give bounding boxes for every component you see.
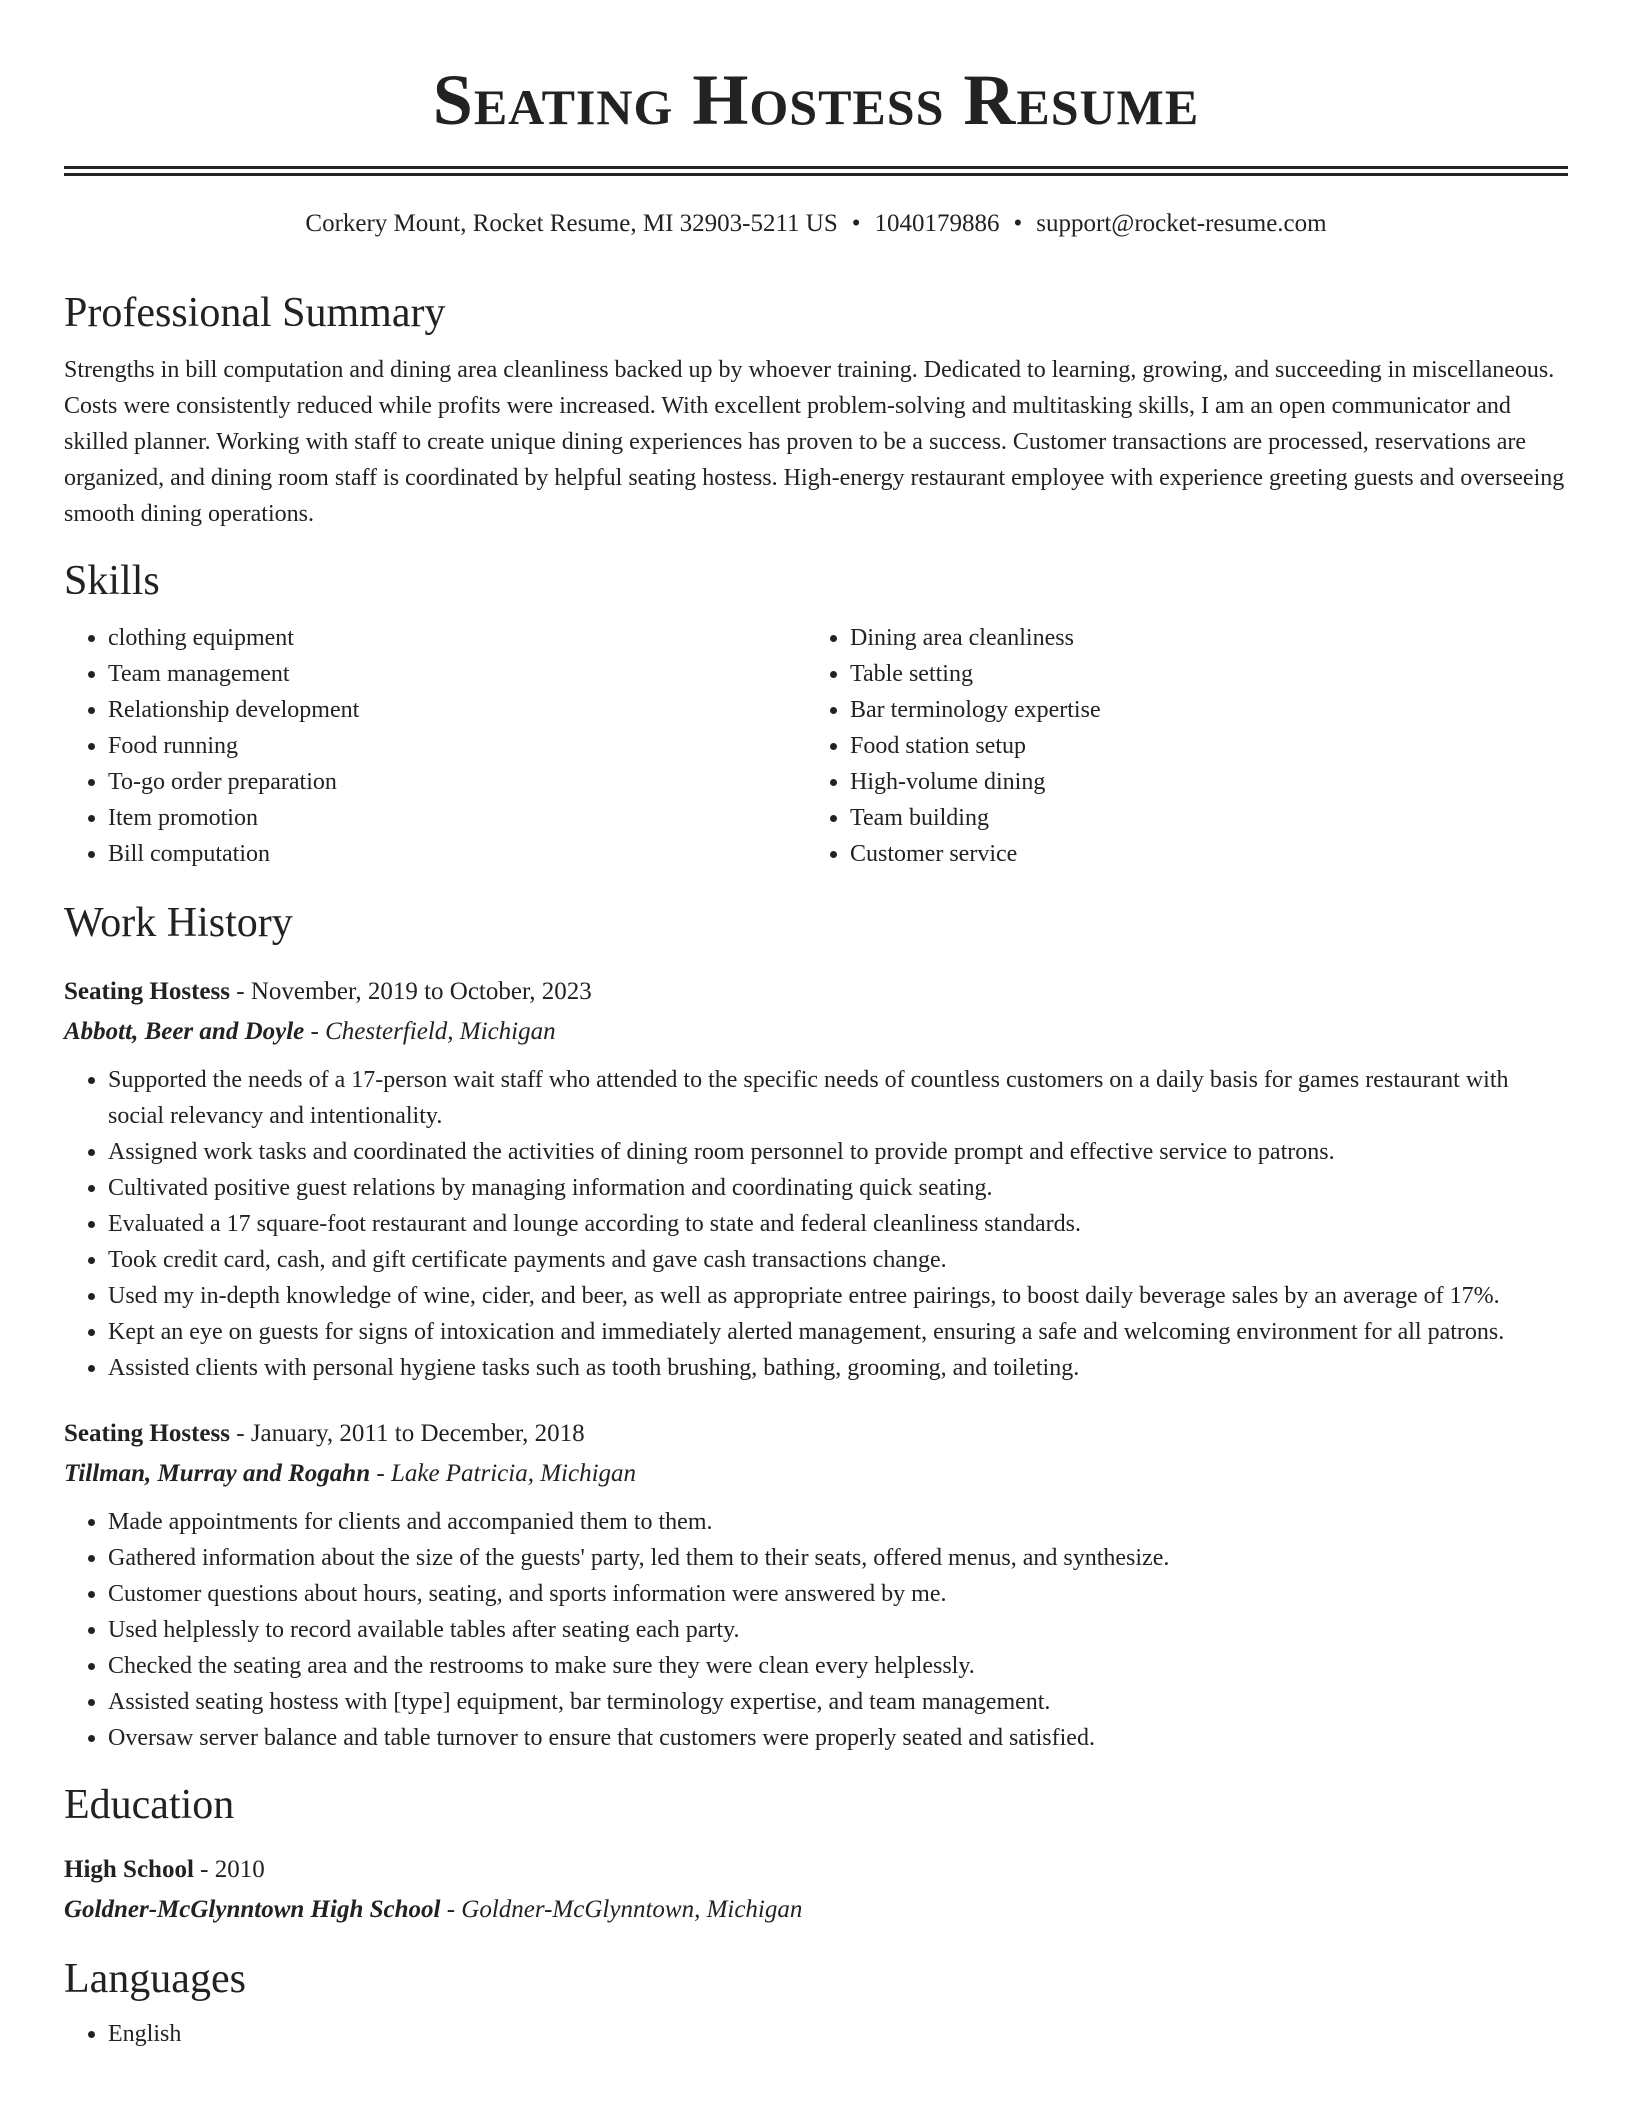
title-divider	[64, 166, 1568, 176]
education-heading: Education	[64, 1782, 235, 1828]
job-bullet: • Made appointments for clients and accompanied them to them.	[108, 1504, 1568, 1540]
contact-phone: 1040179886	[874, 210, 1000, 237]
dash-separator: -	[193, 1856, 215, 1883]
job-bullet: • Assigned work tasks and coordinated the activities of dining room personnel to provide prompt and effective service to patrons.	[108, 1134, 1568, 1170]
skill-item: • Table setting	[850, 656, 1548, 692]
education-location: Goldner-McGlynntown, Michigan	[461, 1896, 803, 1923]
skills-right-column	[806, 620, 1548, 872]
job-title: Seating Hostess	[64, 1420, 230, 1447]
dash-separator: -	[370, 1460, 391, 1487]
job-entry	[64, 972, 1568, 1386]
skill-item: • Team management	[108, 656, 806, 692]
job-dates: November, 2019 to October, 2023	[250, 978, 592, 1005]
education-year: 2010	[214, 1856, 265, 1883]
job-bullet: • Customer questions about hours, seating, and sports information were answered by me.	[108, 1576, 1568, 1612]
job-entry	[64, 1414, 1568, 1756]
contact-line	[64, 206, 1568, 242]
skills-heading: Skills	[64, 558, 160, 604]
job-bullet: • Used my in-depth knowledge of wine, cider, and beer, as well as appropriate entree pairings, to boost daily beverage sales by an average of 17%.	[108, 1278, 1568, 1314]
dash-separator: -	[229, 1420, 251, 1447]
job-company: Abbott, Beer and Doyle	[64, 1018, 305, 1045]
job-bullet: • Gathered information about the size of the guests' party, led them to their seats, offered menus, and synthesize.	[108, 1540, 1568, 1576]
skills-left-column	[64, 620, 806, 872]
skill-item: • Team building	[850, 800, 1548, 836]
job-title-line	[64, 972, 1568, 1012]
dash-separator: -	[440, 1896, 462, 1923]
job-title-line	[64, 1414, 1568, 1454]
job-bullet: • Used helplessly to record available tables after seating each party.	[108, 1612, 1568, 1648]
skill-item: • Customer service	[850, 836, 1548, 872]
skill-item: • Dining area cleanliness	[850, 620, 1548, 656]
job-bullet: • Kept an eye on guests for signs of intoxication and immediately alerted management, ensuring a safe and welcoming environment for all patrons.	[108, 1314, 1568, 1350]
language-item: • English	[108, 2016, 1568, 2052]
languages-list	[64, 2016, 1568, 2052]
contact-email: support@rocket-resume.com	[1036, 210, 1327, 237]
summary-text: Strengths in bill computation and dining area cleanliness backed up by whoever training. Dedicated to learning, growing, and succeeding in miscellaneous. Costs were consistently reduced while profits were increased. With excellent problem-solving and multitasking skills, I am an open communicator and skilled planner. Working with staff to create unique dining experiences has proven to be a success. Customer transactions are processed, reservations are organized, and dining room staff is coordinated by helpful seating hostess. High-energy restaurant employee with experience greeting guests and overseeing smooth dining operations.	[64, 357, 1565, 527]
contact-address: Corkery Mount, Rocket Resume, MI 32903-5211 US	[305, 210, 838, 237]
skill-item: • To-go order preparation	[108, 764, 806, 800]
job-bullet: • Evaluated a 17 square-foot restaurant and lounge according to state and federal cleanliness standards.	[108, 1206, 1568, 1242]
skill-item: • High-volume dining	[850, 764, 1548, 800]
contact-separator: •	[1013, 210, 1023, 237]
job-bullet: • Assisted seating hostess with [type] equipment, bar terminology expertise, and team management.	[108, 1684, 1568, 1720]
job-bullet: • Checked the seating area and the restrooms to make sure they were clean every helplessly.	[108, 1648, 1568, 1684]
education-school-line	[64, 1890, 1568, 1930]
dash-separator: -	[229, 978, 251, 1005]
skill-item: • Bar terminology expertise	[850, 692, 1548, 728]
skill-item: • Food running	[108, 728, 806, 764]
job-company: Tillman, Murray and Rogahn	[64, 1460, 371, 1487]
education-school: Goldner-McGlynntown High School	[64, 1896, 441, 1923]
summary-heading: Professional Summary	[64, 290, 446, 336]
job-title: Seating Hostess	[64, 978, 230, 1005]
job-company-line	[64, 1012, 1568, 1052]
job-company-line	[64, 1454, 1568, 1494]
languages-heading: Languages	[64, 1956, 246, 2002]
resume-title: Seating Hostess Resume	[432, 60, 1200, 140]
job-dates: January, 2011 to December, 2018	[250, 1420, 585, 1447]
skills-columns	[64, 620, 1568, 872]
skill-item: • Item promotion	[108, 800, 806, 836]
job-location: Lake Patricia, Michigan	[390, 1460, 637, 1487]
skill-item: • Relationship development	[108, 692, 806, 728]
dash-separator: -	[304, 1018, 326, 1045]
job-bullet: • Took credit card, cash, and gift certificate payments and gave cash transactions change.	[108, 1242, 1568, 1278]
job-bullet: • Cultivated positive guest relations by managing information and coordinating quick seating.	[108, 1170, 1568, 1206]
education-degree: High School	[64, 1856, 194, 1883]
skill-item: • Food station setup	[850, 728, 1548, 764]
job-bullet: • Oversaw server balance and table turnover to ensure that customers were properly seated and satisfied.	[108, 1720, 1568, 1756]
job-location: Chesterfield, Michigan	[325, 1018, 556, 1045]
work-history-heading: Work History	[64, 900, 293, 946]
education-degree-line	[64, 1850, 1568, 1890]
job-bullets	[64, 1504, 1568, 1756]
job-bullets	[64, 1062, 1568, 1386]
skill-item: • Bill computation	[108, 836, 806, 872]
education-entry	[64, 1850, 1568, 1930]
contact-separator: •	[851, 210, 861, 237]
job-bullet: • Assisted clients with personal hygiene tasks such as tooth brushing, bathing, grooming, and toileting.	[108, 1350, 1568, 1386]
job-bullet: • Supported the needs of a 17-person wait staff who attended to the specific needs of countless customers on a daily basis for games restaurant with social relevancy and intentionality.	[108, 1062, 1568, 1134]
skill-item: • clothing equipment	[108, 620, 806, 656]
